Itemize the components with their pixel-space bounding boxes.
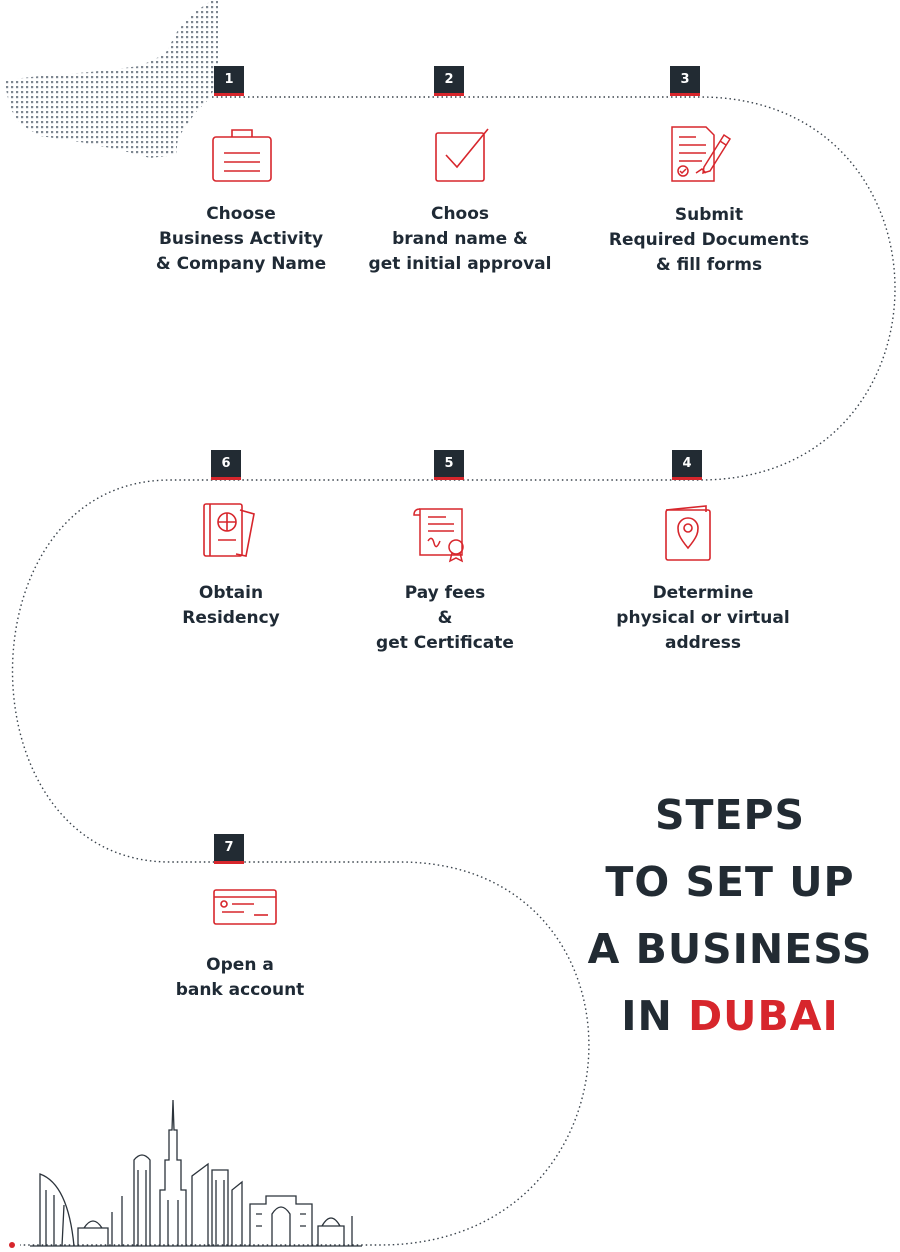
step-label: Submit Required Documents & fill forms	[608, 205, 810, 275]
step-label: Open a bank account	[175, 955, 305, 1000]
step-number-badge: 6	[211, 450, 241, 480]
step-label: Pay fees & get Certificate	[376, 583, 514, 653]
step-number-badge: 1	[214, 66, 244, 96]
step-label: Determine physical or virtual address	[616, 583, 790, 653]
dubai-skyline-icon	[30, 1100, 362, 1246]
headline-accent: DUBAI	[688, 992, 839, 1040]
signing-document-icon	[662, 123, 734, 183]
step-number-badge: 4	[672, 450, 702, 480]
route-end-dot	[9, 1242, 15, 1248]
location-pin-icon	[654, 502, 726, 562]
step-number-badge: 5	[434, 450, 464, 480]
checkbox-icon	[424, 127, 496, 187]
headline: STEPS TO SET UP A BUSINESS IN DUBAI	[587, 791, 873, 1040]
step-number-badge: 2	[434, 66, 464, 96]
step-label: Choos brand name & get initial approval	[368, 204, 552, 274]
step-label: Obtain Residency	[182, 583, 280, 628]
step-number-badge: 7	[214, 834, 244, 864]
step-number-badge: 3	[670, 66, 700, 96]
uae-map-icon	[4, 0, 218, 158]
bank-check-icon	[208, 880, 280, 940]
certificate-icon	[406, 503, 478, 563]
briefcase-icon	[206, 127, 278, 187]
passport-icon	[196, 500, 268, 560]
step-label: Choose Business Activity & Company Name	[155, 204, 327, 274]
